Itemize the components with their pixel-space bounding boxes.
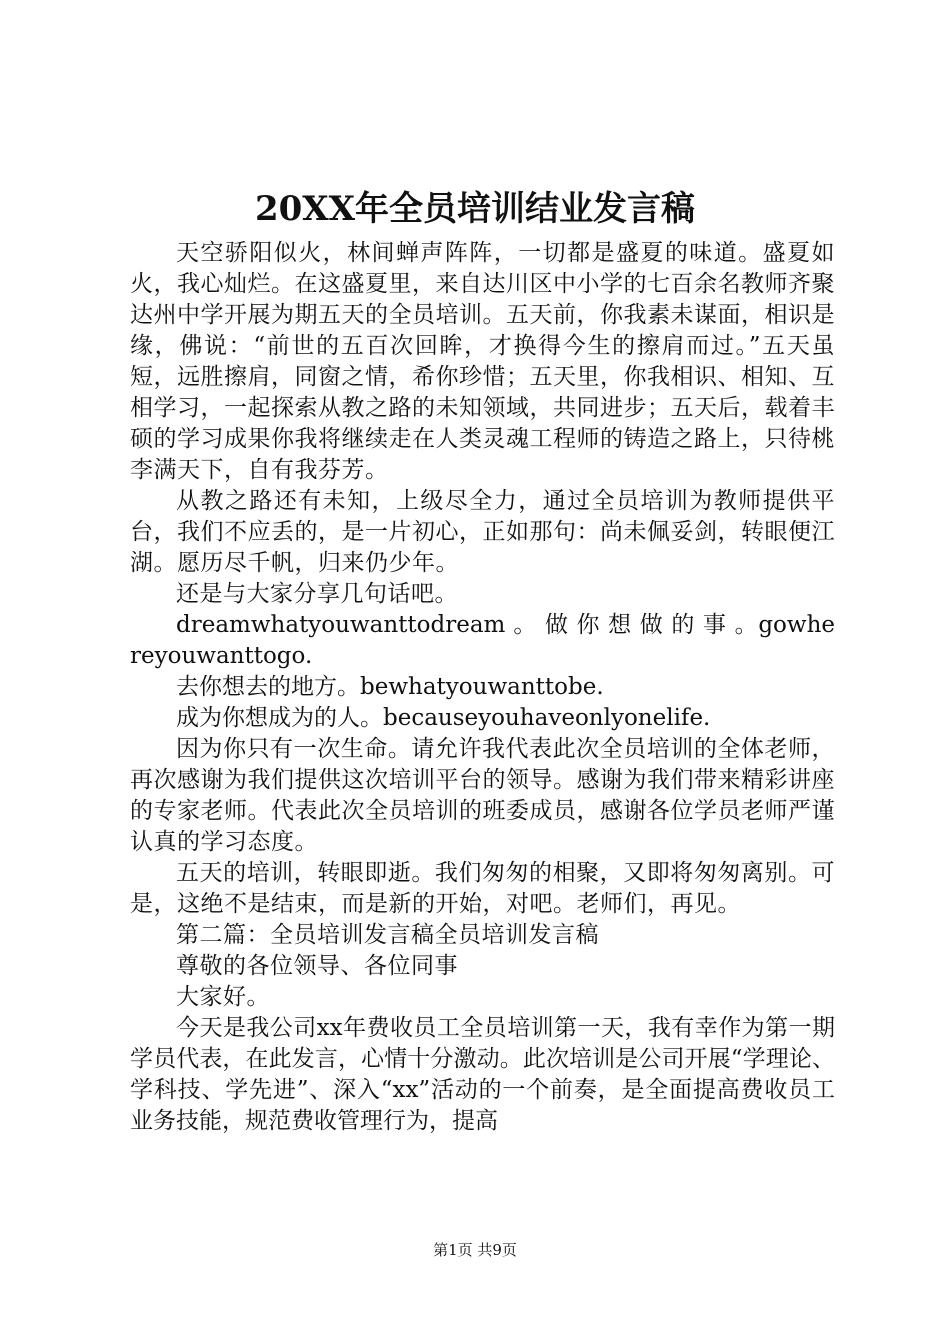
page-number-footer: 第1页 共9页 (433, 1241, 517, 1259)
paragraph-2: 从教之路还有未知，上级尽全力，通过全员培训为教师提供平台，我们不应丢的，是一片初心，正如那句：尚未佩妥剑，转眼便江湖。愿历尽千帆，归来仍少年。 (130, 488, 835, 576)
greeting: 大家好。 (176, 984, 270, 1010)
paragraph-3: 还是与大家分享几句话吧。 (176, 581, 458, 607)
paragraph-4: dreamwhatyouwanttodream 。 做 你 想 做 的 事 。gowhereyouwanttogo. (130, 612, 835, 669)
paragraph-5: 去你想去的地方。bewhatyouwanttobe. (176, 674, 604, 700)
paragraph-12: 今天是我公司xx年费收员工全员培训第一天，我有幸作为第一期学员代表，在此发言，心情十分激动。此次培训是公司开展“学理论、学科技、学先进”、深入“xx”活动的一个前奏，是全面提高费收员工业务技能，规范费收管理行为，提高 (130, 1015, 835, 1134)
paragraph-6: 成为你想成为的人。becauseyouhaveonlyonelife. (176, 705, 711, 731)
section-heading-2: 第二篇：全员培训发言稿全员培训发言稿 (176, 922, 599, 948)
paragraph-1: 天空骄阳似火，林间蝉声阵阵，一切都是盛夏的味道。盛夏如火，我心灿烂。在这盛夏里，来自达川区中小学的七百余名教师齐聚达州中学开展为期五天的全员培训。五天前，你我素未谋面，相识是缘，佛说：“前世的五百次回眸，才换得今生的擦肩而过。”五天虽短，远胜擦肩，同窗之情，希你珍惜；五天里，你我相识、相知、互相学习，一起探索从教之路的未知领域，共同进步；五天后，载着丰硕的学习成果你我将继续走在人类灵魂工程师的铸造之路上，只待桃李满天下，自有我芬芳。 (130, 240, 835, 483)
document-body (130, 238, 835, 1137)
paragraph-8: 五天的培训，转眼即逝。我们匆匆的相聚，又即将匆匆离别。可是，这绝不是结束，而是新的开始，对吧。老师们，再见。 (130, 860, 835, 917)
paragraph-7: 因为你只有一次生命。请允许我代表此次全员培训的全体老师，再次感谢为我们提供这次培训平台的领导。感谢为我们带来精彩讲座的专家老师。代表此次全员培训的班委成员，感谢各位学员老师严谨认真的学习态度。 (130, 736, 835, 855)
document-title: 20XX年全员培训结业发言稿 (254, 189, 696, 229)
salutation: 尊敬的各位领导、各位同事 (176, 953, 458, 979)
